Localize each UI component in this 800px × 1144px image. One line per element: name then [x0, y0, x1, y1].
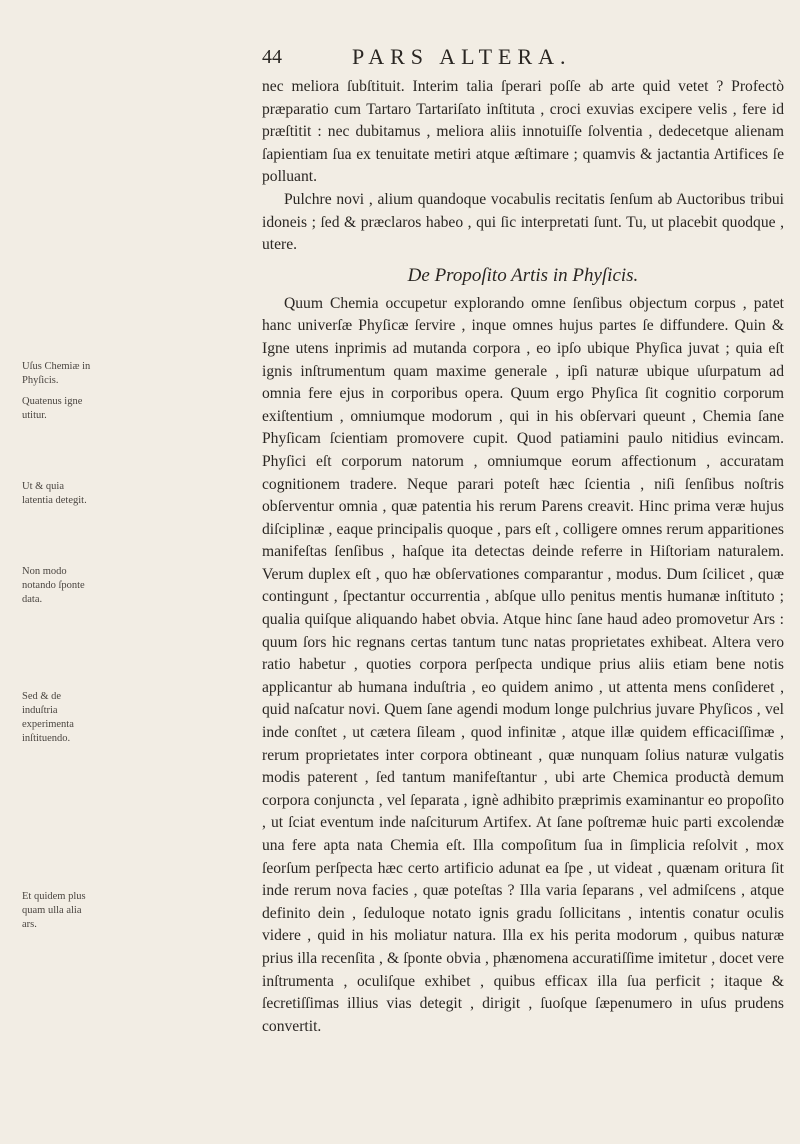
margin-note: Uſus Chemiæ in Phyſicis.: [22, 361, 91, 386]
main-text: [262, 76, 784, 1038]
page-header: [262, 46, 782, 76]
margin-note: Et quidem plus quam ulla alia ars.: [22, 891, 86, 930]
section-title: De Propoſito Artis in Phyſicis.: [407, 264, 639, 286]
margin-note: Quatenus igne utitur.: [22, 396, 83, 421]
margin-note: Sed & de induſtria experimenta inſtituendo.: [22, 691, 74, 744]
paragraph: Pulchre novi , alium quandoque vocabulis recitatis ſenſum ab Auctoribus tribui idoneis ; ſed & præclaros habeo , qui ſic interpretati ſunt. Tu, ut placebit quodque , utere.: [262, 190, 784, 254]
paragraph-continuation: nec meliora ſubſtituit. Interim talia ſperari poſſe ab arte quid vetet ? Profectò præparatio cum Tartaro Tartariſato inſtituta , croci exuvias excipere velis , fere id præſtitit : nec dubitamus , meliora aliis innotuiſſe ſolventia , dedecetque alienam ſapientiam ſua ex tenuitate metiri atque æſtimare ; quamvis & jactantia Artifices ſe polluant.: [262, 78, 784, 186]
paragraph: Quum Chemia occupetur explorando omne ſenſibus objectum corpus , patet hanc univerſæ Phyſicæ ſervire , inque omnes hujus partes ſe diffundere. Quin & Igne utens inprimis ad mutanda corpora , eo ipſo ubique Phyſica juvat ; quia eſt ignis inſtrumentum quam maxime generale , ipſi naturæ ubique uſurpatum ad omnia fere ejus in corporibus opera. Quum ergo Phyſica ſit cognitio corporum exiſtentium , omniumque modorum , qui in his obſervari queunt , Chemia ſane Phyſicam ſcientiam promovere cupit. Quod patiamini paulo nitidius evincam. Phyſici eſt corporum natorum , omniumque eorum affectionum , accuratam cognitionem tradere. Neque parari poteſt hæc ſcientia , niſi ſenſibus noſtris obſerventur omnia , quæ patentia his rerum Parens creavit. Hinc prima veræ hujus diſciplinæ , eaque principalis quoque , pars eſt , colligere omnes rerum apparitiones manifeſtas ſenſibus , haſque ita detectas deinde referre in Hiſtoriam naturalem. Verum duplex eſt , quo hæ obſervationes comparantur , modus. Dum ſcilicet , quæ contingunt , ſpectantur occurrentia , abſque ullo penitus mentis humanæ inſtituto ; qualia quiſque aliquando habet obvia. Atque hinc ſane haud adeo promovetur Ars : quum ſors hic regnans certas tantum tunc natas proprietates exhibeat. Altera vero ratio habetur , quoties corpora perſpecta undique prius aliis etiam bene notis applicantur ab humana induſtria , eo quidem animo , ut attenta mens conſideret , quid naſcatur novi. Quem ſane agendi modum longe pulchrius juvare Phyſicos , vel inde conſtet , ut cætera ſileam , quod infinitæ , atque illæ quidem efficaciſſimæ , rerum proprietates inter corpora obtineant , quæ nunquam ſolius naturæ vulgatis modis paterent , ſed tantum manifeſtantur , ubi arte Chemica productà demum corpora conjuncta , vel ſeparata , ignè adhibito præprimis examinantur eo propoſito , ut ſciat eventum inde naſciturum Artifex. At ſane poſtremæ huic parti excolendæ una fere apta nata Chemia eſt. Illa compoſitum ſua in ſimplicia reſolvit , mox ſeorſum perſpecta hæc certo artificio adunat ea ſpe , ut videat , quænam oritura ſit inde rerum nova facies , quæ poteſtas ? Illa varia ſeparans , vel admiſcens , atque definito dein , ſeduloque notato ignis gradu ſollicitans , intentis conatur oculis videre , quid in his moliatur natura. Illa ex his perita modorum , quibus naturæ prius illa recenſita , & ſponte obvia , phænomena accuratiſſime imitetur , docet vere inſtrumenta , oculiſque exhibet , quibus efficax illa ſua perficit ; itaque & ſecretiſſimas illius vias detegit , dirigit , ſuoſque ſæpenumero in uſus prudens convertit.: [262, 294, 784, 1035]
running-head: PARS ALTERA.: [352, 44, 572, 69]
page-number: 44: [262, 46, 282, 68]
margin-note: Ut & quia latentia detegit.: [22, 481, 87, 506]
margin-note: Non modo notando ſponte data.: [22, 566, 85, 605]
